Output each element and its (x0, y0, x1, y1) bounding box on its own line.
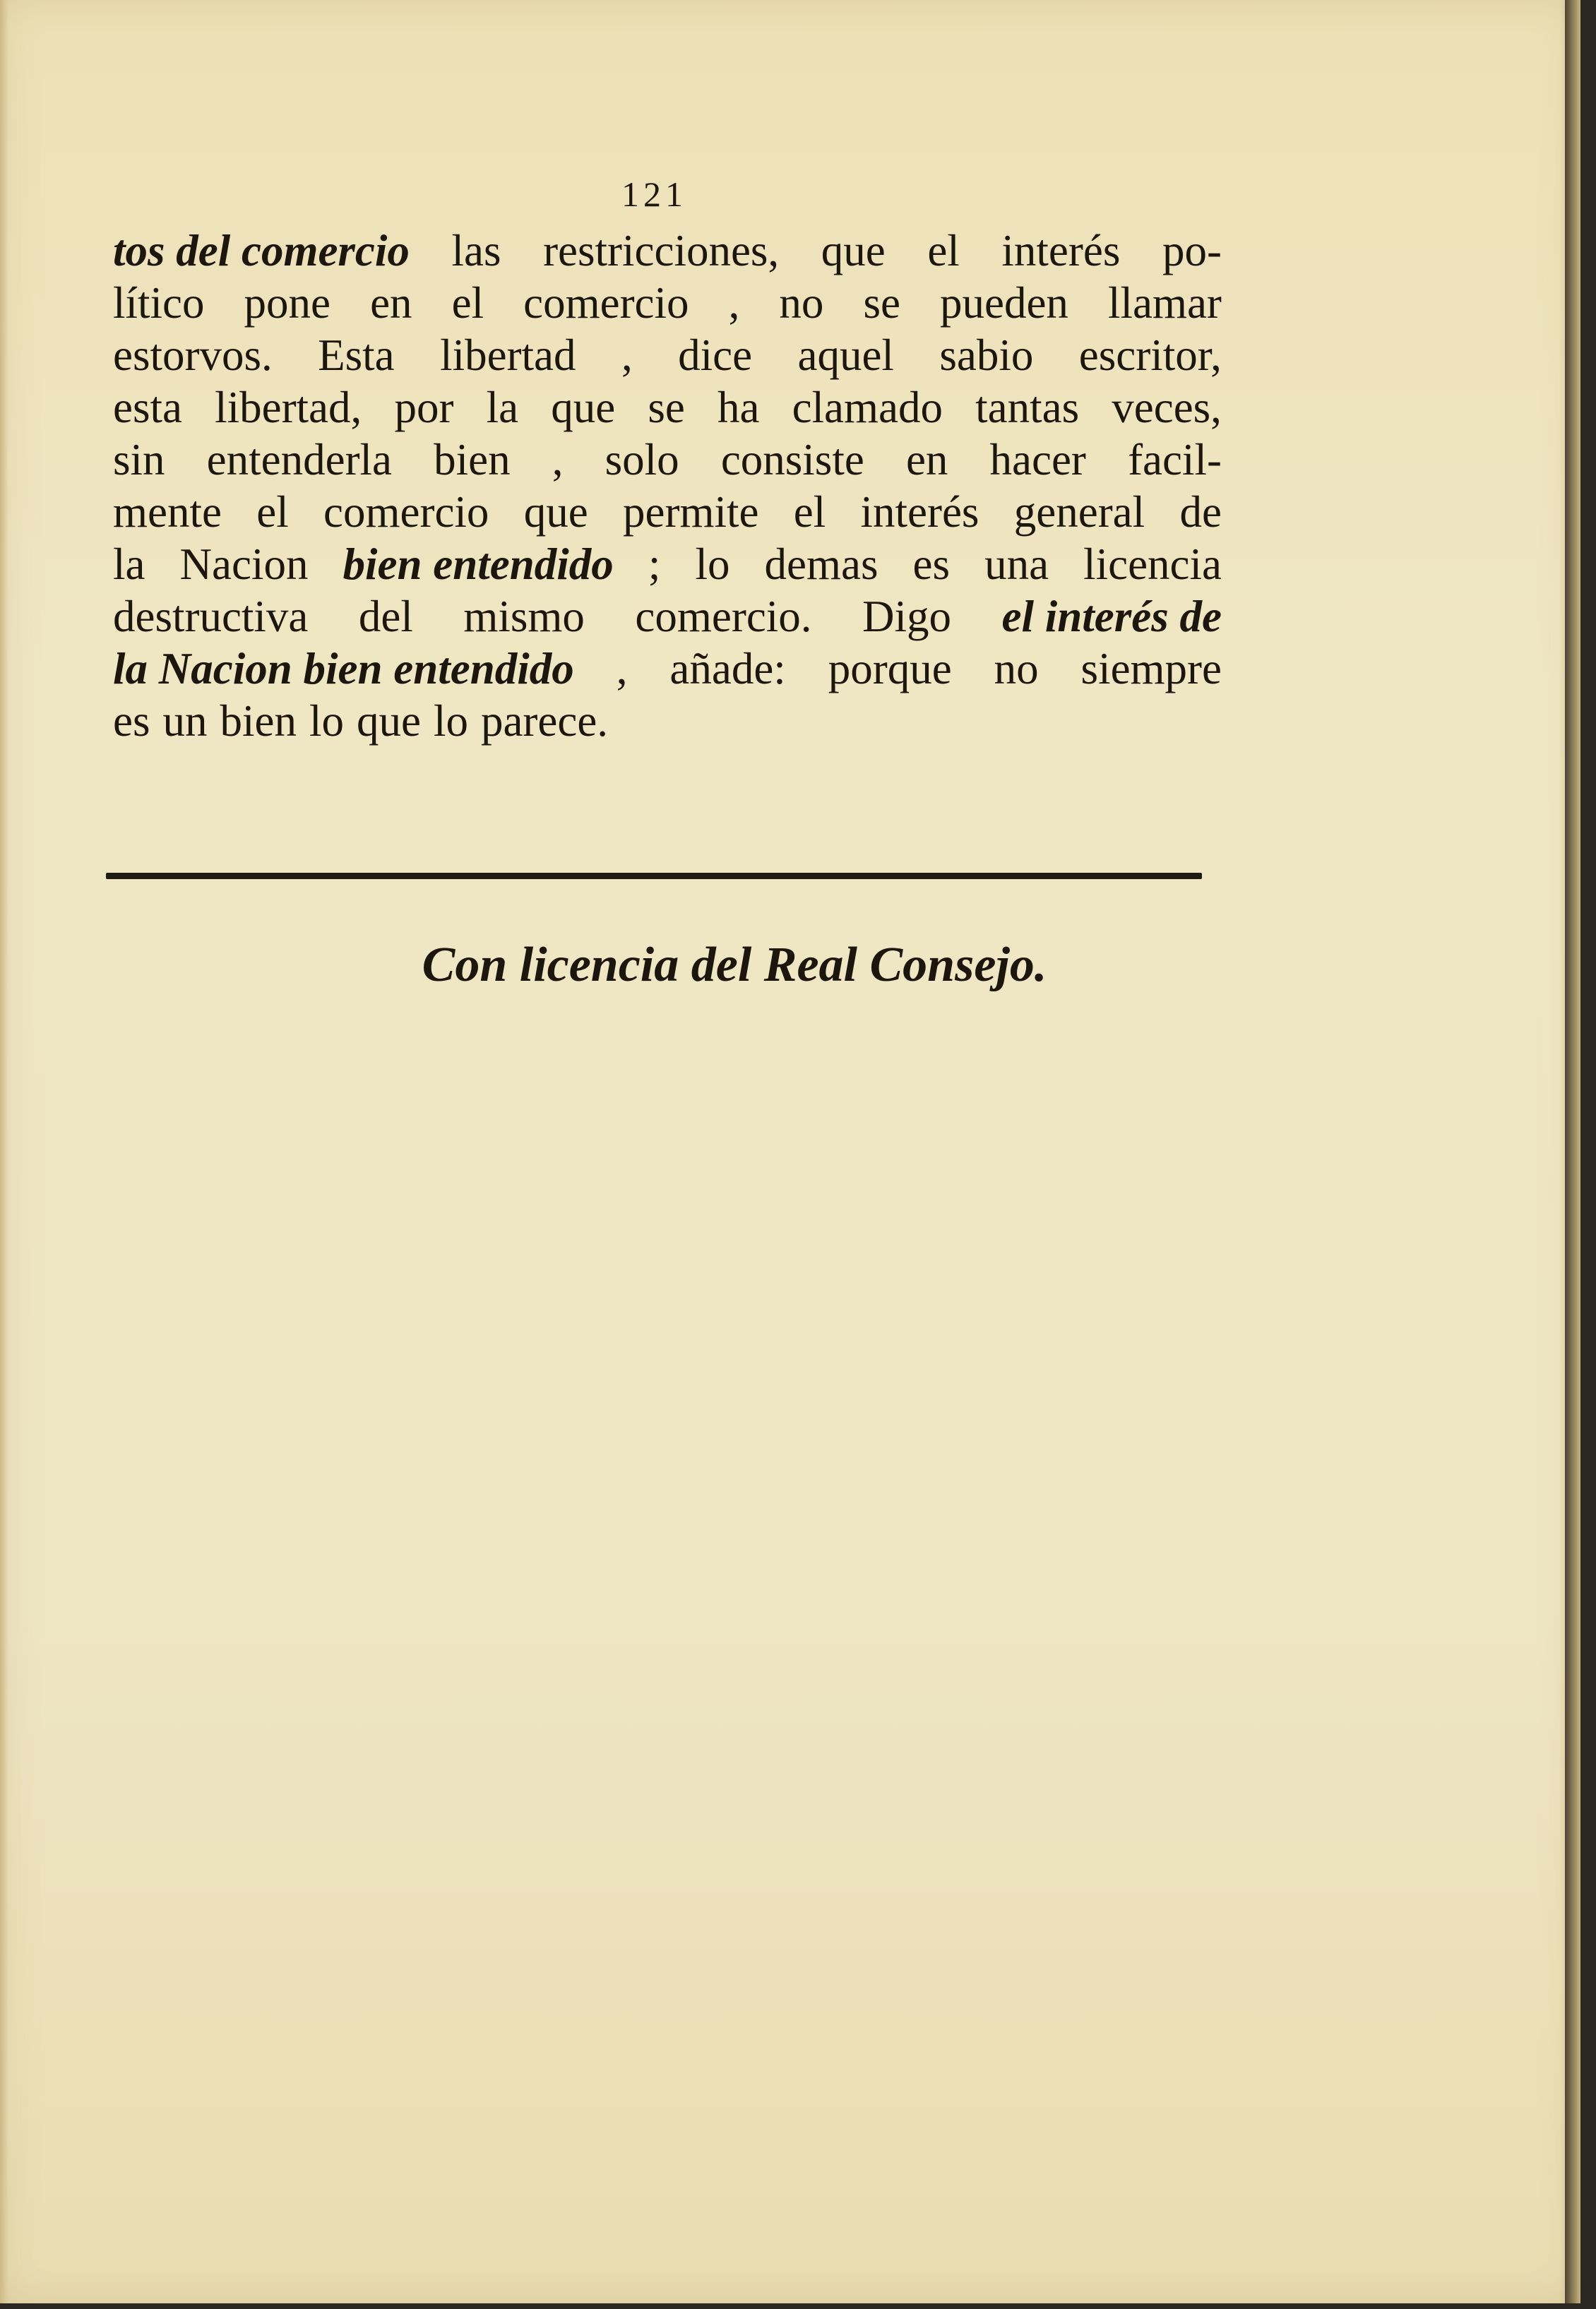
word: lítico (113, 278, 205, 328)
word: esta (113, 383, 182, 432)
word: permite (623, 487, 759, 537)
word: en (905, 435, 948, 484)
word: comercio (523, 278, 689, 328)
word: llamar (1108, 278, 1222, 328)
word: se (648, 383, 685, 432)
word: ; (648, 539, 661, 589)
word: comercio (323, 487, 489, 537)
word: comercio. (635, 592, 812, 641)
text-line (113, 695, 1222, 747)
word: tantas (975, 383, 1080, 432)
text-line (113, 590, 1222, 643)
word: el (256, 487, 289, 537)
word: por (394, 383, 454, 432)
text-line (113, 434, 1222, 486)
word: licencia (1083, 539, 1222, 589)
word: solo (605, 435, 679, 484)
italic-phrase: bien entendido (343, 539, 614, 589)
word: Nacion (179, 539, 309, 589)
word: no (779, 278, 824, 328)
word: que (523, 487, 588, 537)
word: clamado (792, 383, 943, 432)
word: libertad (440, 330, 576, 380)
word: destructiva (113, 592, 309, 641)
word: mente (113, 487, 222, 537)
word: interés (860, 487, 979, 537)
page-number: 121 (621, 174, 687, 214)
word: bien (434, 435, 511, 484)
word: la (486, 383, 519, 432)
text-line (113, 225, 1222, 277)
word: el (793, 487, 826, 537)
word: libertad, (215, 383, 362, 432)
word: interés (1001, 226, 1121, 275)
italic-phrase: tos del comercio (113, 226, 410, 275)
word: que (356, 696, 421, 746)
page-edge-shadow (1565, 0, 1580, 2303)
word: pueden (940, 278, 1068, 328)
word: sin (113, 435, 165, 484)
word: del (358, 592, 413, 641)
body-text (113, 225, 1222, 747)
word: , (621, 330, 633, 380)
word: un (162, 696, 208, 746)
word: , (552, 435, 564, 484)
word: Digo (862, 592, 952, 641)
word: las (451, 226, 501, 275)
word: es (912, 539, 951, 589)
colophon: Con licencia del Real Consejo. (422, 938, 1047, 992)
word: consiste (720, 435, 864, 484)
word: la (113, 539, 145, 589)
word: dice (678, 330, 753, 380)
word: mismo (463, 592, 585, 641)
text-line (113, 643, 1222, 695)
word: el (927, 226, 960, 275)
word: , (616, 644, 628, 693)
word: se (863, 278, 900, 328)
word: ha (717, 383, 760, 432)
word: el (451, 278, 484, 328)
bleed-through-texture (982, 890, 1193, 1702)
text-line (113, 381, 1222, 434)
word: facil- (1128, 435, 1222, 484)
word: veces, (1112, 383, 1222, 432)
word: aquel (797, 330, 894, 380)
word: demas (764, 539, 879, 589)
word: siempre (1080, 644, 1222, 693)
word: añade: (669, 644, 786, 693)
word: sabio (939, 330, 1034, 380)
italic-phrase: la Nacion bien entendido (113, 644, 574, 693)
word: no (994, 644, 1039, 693)
word: entenderla (206, 435, 393, 484)
word: escritor, (1078, 330, 1222, 380)
word: hacer (989, 435, 1086, 484)
word: po- (1162, 226, 1222, 275)
text-line (113, 329, 1222, 381)
word: restricciones, (543, 226, 780, 275)
text-line (113, 277, 1222, 329)
text-line (113, 538, 1222, 590)
word: lo (695, 539, 730, 589)
word: Esta (318, 330, 395, 380)
word: pone (244, 278, 331, 328)
word: bien (220, 696, 297, 746)
word: , (728, 278, 740, 328)
word: porque (828, 644, 952, 693)
word: estorvos. (113, 330, 273, 380)
italic-phrase: el interés de (1001, 592, 1222, 641)
text-line (113, 486, 1222, 538)
word: lo (309, 696, 344, 746)
word: que (551, 383, 616, 432)
word: es (113, 696, 150, 746)
word: que (821, 226, 886, 275)
word: en (370, 278, 412, 328)
word: una (984, 539, 1049, 589)
word: parece. (480, 696, 609, 746)
word: de (1179, 487, 1222, 537)
word: lo (433, 696, 468, 746)
section-rule (106, 873, 1202, 879)
word: general (1013, 487, 1145, 537)
